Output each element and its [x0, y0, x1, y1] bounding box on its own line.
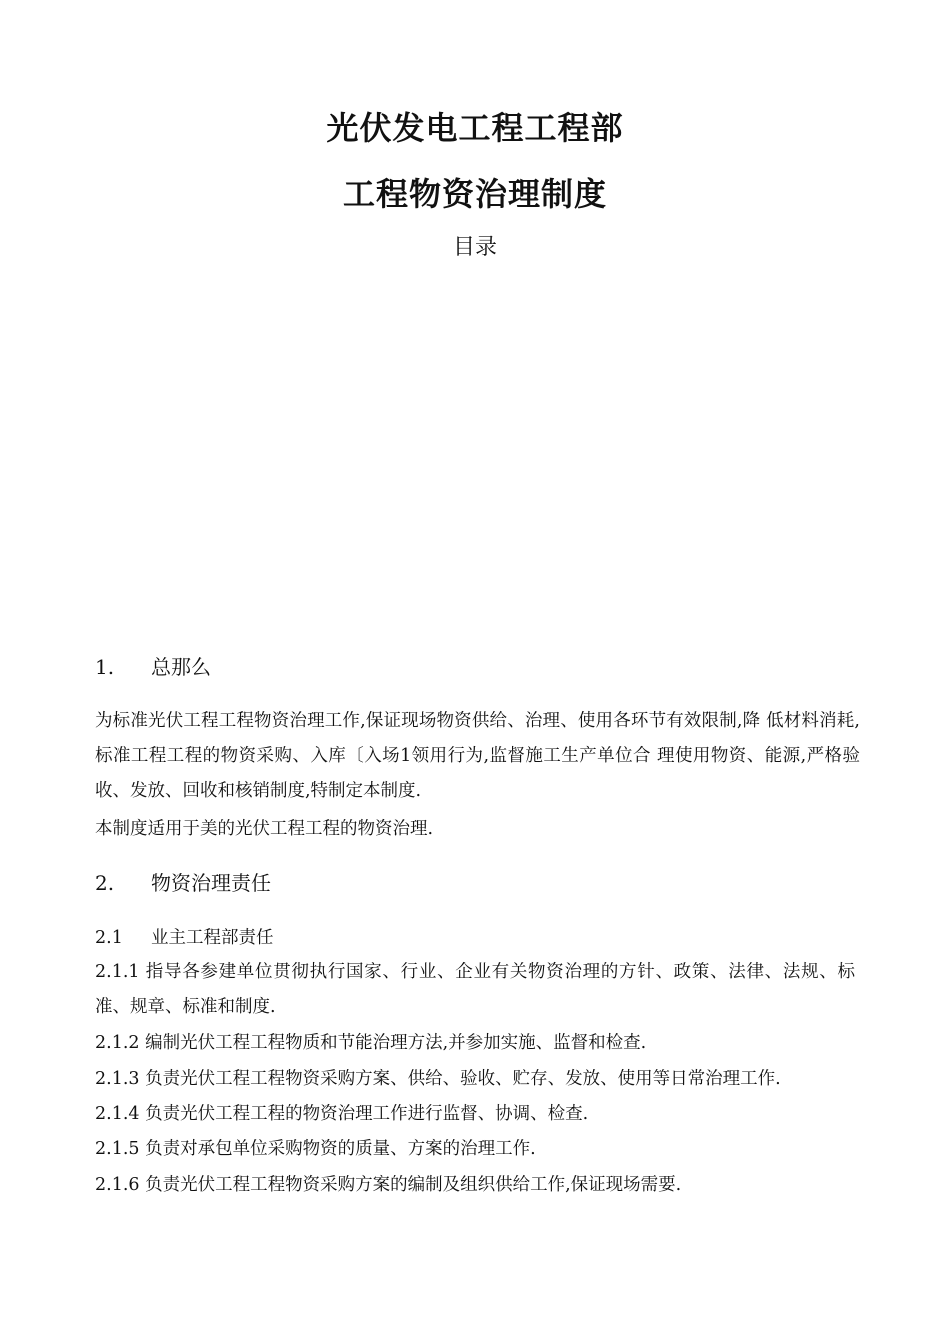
list-item: 2.1.1 指导各参建单位贯彻执行国家、行业、企业有关物资治理的方针、政策、法律、法规、标准、规章、标准和制度. [95, 962, 855, 1017]
section-1-heading [95, 652, 211, 682]
toc-label: 目录 [452, 235, 497, 260]
list-item: 2.1.2 编制光伏工程工程物质和节能治理方法,并参加实施、监督和检查. [95, 1033, 647, 1053]
section-2-number: 2. [95, 871, 115, 895]
subsection-2-1-heading [95, 925, 274, 951]
document-title-line2: 工程物资治理制度 [342, 175, 607, 213]
section-1-number: 1. [95, 655, 115, 679]
section-1-title: 总那么 [151, 655, 211, 679]
list-item: 2.1.3 负责光伏工程工程物资采购方案、供给、验收、贮存、发放、使用等日常治理工作. [95, 1069, 781, 1089]
section-2-title: 物资治理责任 [151, 871, 271, 895]
section-1-paragraph-2: 本制度适用于美的光伏工程工程的物资治理. [95, 819, 434, 839]
subsection-2-1-number: 2.1 [95, 928, 123, 948]
list-item: 2.1.5 负责对承包单位采购物资的质量、方案的治理工作. [95, 1139, 536, 1159]
section-2-heading [95, 868, 271, 898]
subsection-2-1-title: 业主工程部责任 [151, 928, 274, 948]
section-1-paragraph-1: 为标准光伏工程工程物资治理工作,保证现场物资供给、治理、使用各环节有效限制,降 低材料消耗,标准工程工程的物资采购、入库〔入场1领用行为,监督施工生产单位合 理使用物资、能源,严格验收、发放、回收和核销制度,特制定本制度. [95, 711, 860, 801]
list-item: 2.1.4 负责光伏工程工程的物资治理工作进行监督、协调、检查. [95, 1104, 589, 1124]
document-title-line1: 光伏发电工程工程部 [326, 109, 624, 147]
list-item: 2.1.6 负责光伏工程工程物资采购方案的编制及组织供给工作,保证现场需要. [95, 1175, 682, 1195]
